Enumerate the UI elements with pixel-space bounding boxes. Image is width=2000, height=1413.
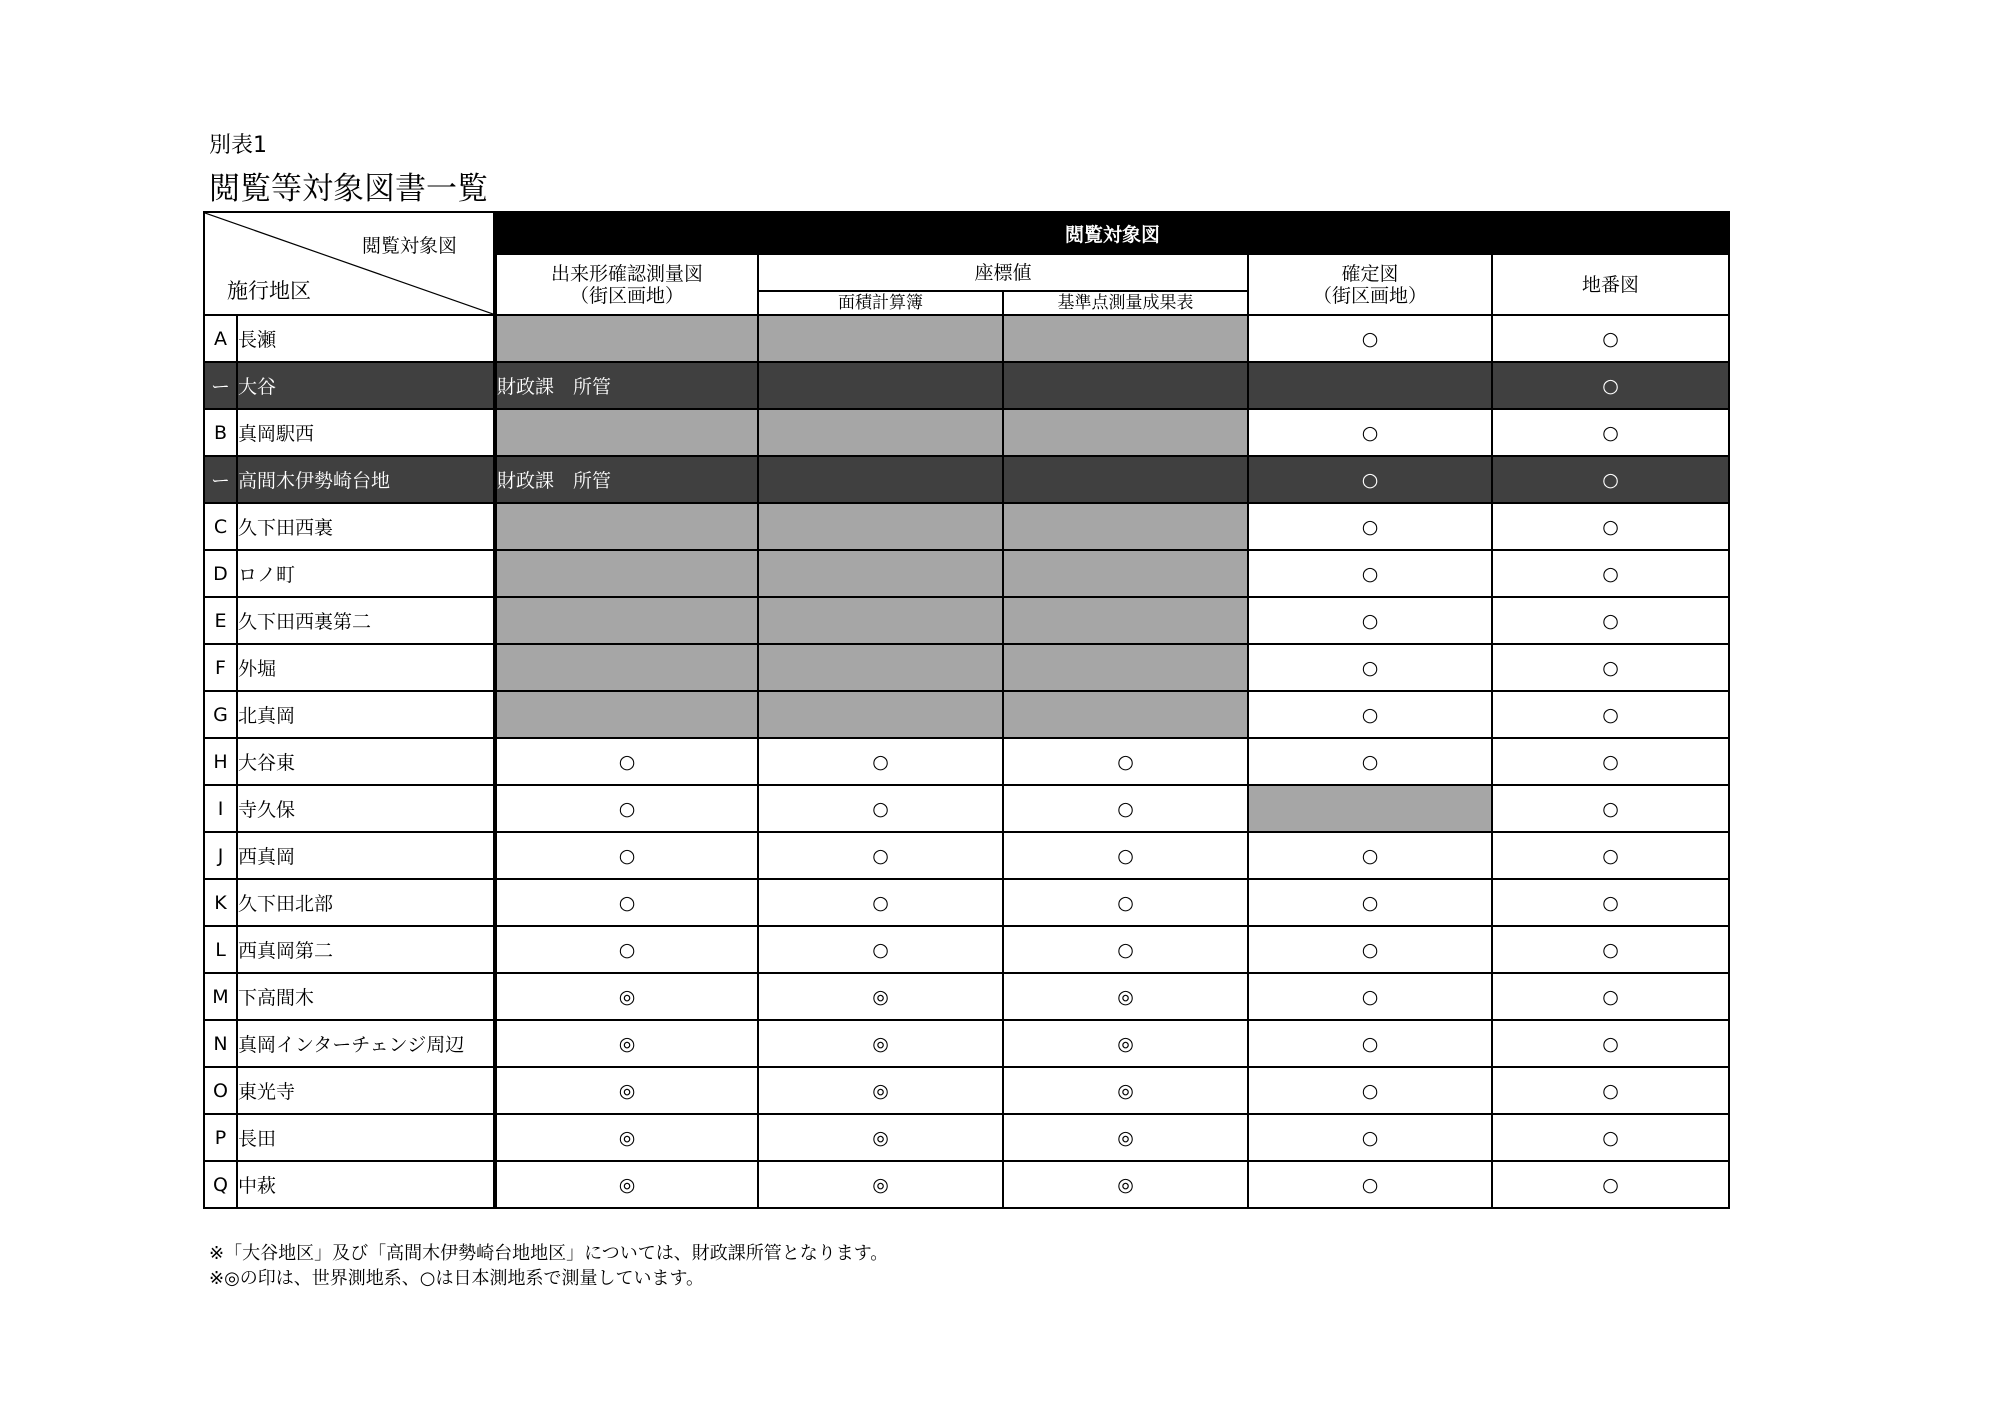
- district-name-cell: 大谷: [237, 362, 495, 409]
- footnotes: [209, 1241, 888, 1291]
- district-code-cell: M: [204, 973, 237, 1020]
- lot-map-cell: ○: [1492, 691, 1729, 738]
- area-calc-cell: ○: [758, 738, 1003, 785]
- table-row: [204, 1114, 1729, 1161]
- control-points-cell: ◎: [1003, 1020, 1248, 1067]
- confirmed-map-cell: ○: [1248, 691, 1492, 738]
- completion-survey-cell: ○: [495, 832, 758, 879]
- area-calc-cell: ◎: [758, 1067, 1003, 1114]
- control-points-cell: ○: [1003, 785, 1248, 832]
- district-code-cell: L: [204, 926, 237, 973]
- control-points-cell: [1003, 456, 1248, 503]
- district-name-cell: 久下田西裏第二: [237, 597, 495, 644]
- control-points-cell: ○: [1003, 832, 1248, 879]
- control-points-cell: [1003, 691, 1248, 738]
- table-row: [204, 785, 1729, 832]
- district-name-cell: 久下田北部: [237, 879, 495, 926]
- completion-survey-cell: [495, 550, 758, 597]
- district-name-cell: 東光寺: [237, 1067, 495, 1114]
- district-name-cell: 大谷東: [237, 738, 495, 785]
- lot-map-cell: ○: [1492, 644, 1729, 691]
- confirmed-map-cell: ○: [1248, 644, 1492, 691]
- district-name-cell: 外堀: [237, 644, 495, 691]
- completion-survey-cell: ◎: [495, 1020, 758, 1067]
- lot-map-cell: ○: [1492, 456, 1729, 503]
- confirmed-map-cell: ○: [1248, 879, 1492, 926]
- district-name-cell: 真岡駅西: [237, 409, 495, 456]
- document-title: 閲覧等対象図書一覧: [209, 171, 488, 207]
- table-row: [204, 1020, 1729, 1067]
- table-row: [204, 926, 1729, 973]
- area-calc-cell: [758, 550, 1003, 597]
- area-calc-cell: ○: [758, 879, 1003, 926]
- corner-header-cell: [204, 212, 495, 315]
- lot-map-cell: ○: [1492, 315, 1729, 362]
- area-calc-cell: [758, 644, 1003, 691]
- table-row: [204, 409, 1729, 456]
- table-row: [204, 738, 1729, 785]
- lot-map-cell: ○: [1492, 1020, 1729, 1067]
- completion-survey-cell: ◎: [495, 1161, 758, 1208]
- area-calc-cell: [758, 691, 1003, 738]
- district-code-cell: K: [204, 879, 237, 926]
- district-code-cell: B: [204, 409, 237, 456]
- completion-survey-cell: ◎: [495, 1067, 758, 1114]
- col-header-completion-survey: 出来形確認測量図 （街区画地）: [495, 254, 758, 315]
- table-row: [204, 1067, 1729, 1114]
- table-row: [204, 550, 1729, 597]
- completion-survey-cell: [495, 503, 758, 550]
- table-row: [204, 315, 1729, 362]
- area-calc-cell: [758, 409, 1003, 456]
- table-row: [204, 973, 1729, 1020]
- completion-survey-cell: ○: [495, 926, 758, 973]
- district-code-cell: ー: [204, 456, 237, 503]
- district-name-cell: 寺久保: [237, 785, 495, 832]
- lot-map-cell: ○: [1492, 362, 1729, 409]
- completion-survey-cell: [495, 644, 758, 691]
- col-header-confirmed-map: 確定図 （街区画地）: [1248, 254, 1492, 315]
- district-code-cell: J: [204, 832, 237, 879]
- confirmed-map-cell: ○: [1248, 1114, 1492, 1161]
- completion-survey-cell: [495, 597, 758, 644]
- confirmed-map-cell: [1248, 362, 1492, 409]
- confirmed-map-cell: ○: [1248, 456, 1492, 503]
- area-calc-cell: [758, 503, 1003, 550]
- district-name-cell: 高間木伊勢崎台地: [237, 456, 495, 503]
- lot-map-cell: ○: [1492, 597, 1729, 644]
- control-points-cell: [1003, 315, 1248, 362]
- completion-survey-cell: [495, 691, 758, 738]
- col-header-lot-map: 地番図: [1492, 254, 1729, 315]
- completion-survey-cell: ○: [495, 785, 758, 832]
- district-code-cell: ー: [204, 362, 237, 409]
- col-header-coordinates: 座標値: [758, 254, 1248, 291]
- district-code-cell: P: [204, 1114, 237, 1161]
- lot-map-cell: ○: [1492, 738, 1729, 785]
- district-name-cell: 中萩: [237, 1161, 495, 1208]
- control-points-cell: ○: [1003, 926, 1248, 973]
- corner-label-target: 閲覧対象図: [361, 235, 457, 257]
- lot-map-cell: ○: [1492, 409, 1729, 456]
- district-name-cell: 西真岡第二: [237, 926, 495, 973]
- lot-map-cell: ○: [1492, 879, 1729, 926]
- control-points-cell: [1003, 597, 1248, 644]
- district-code-cell: N: [204, 1020, 237, 1067]
- table-row: [204, 832, 1729, 879]
- lot-map-cell: ○: [1492, 550, 1729, 597]
- district-code-cell: F: [204, 644, 237, 691]
- district-code-cell: D: [204, 550, 237, 597]
- area-calc-cell: ◎: [758, 1020, 1003, 1067]
- col-header-control-points: 基準点測量成果表: [1003, 291, 1248, 315]
- district-name-cell: 北真岡: [237, 691, 495, 738]
- lot-map-cell: ○: [1492, 1161, 1729, 1208]
- area-calc-cell: ○: [758, 785, 1003, 832]
- table-row: [204, 456, 1729, 503]
- district-name-cell: 久下田西裏: [237, 503, 495, 550]
- table-row: [204, 597, 1729, 644]
- table-row: [204, 644, 1729, 691]
- table-row: [204, 691, 1729, 738]
- district-name-cell: ロノ町: [237, 550, 495, 597]
- area-calc-cell: ◎: [758, 973, 1003, 1020]
- confirmed-map-cell: ○: [1248, 738, 1492, 785]
- table-row: [204, 1161, 1729, 1208]
- control-points-cell: [1003, 644, 1248, 691]
- confirmed-map-cell: ○: [1248, 597, 1492, 644]
- lot-map-cell: ○: [1492, 832, 1729, 879]
- confirmed-map-cell: ○: [1248, 503, 1492, 550]
- district-code-cell: Q: [204, 1161, 237, 1208]
- completion-survey-cell: ○: [495, 879, 758, 926]
- lot-map-cell: ○: [1492, 1067, 1729, 1114]
- district-code-cell: E: [204, 597, 237, 644]
- lot-map-cell: ○: [1492, 1114, 1729, 1161]
- area-calc-cell: ○: [758, 926, 1003, 973]
- area-calc-cell: [758, 362, 1003, 409]
- table-row: [204, 503, 1729, 550]
- col-header-area-calc: 面積計算簿: [758, 291, 1003, 315]
- confirmed-map-cell: ○: [1248, 1020, 1492, 1067]
- completion-survey-cell: ◎: [495, 1114, 758, 1161]
- completion-survey-cell: 財政課 所管: [495, 362, 758, 409]
- area-calc-cell: [758, 597, 1003, 644]
- group-header-cell: 閲覧対象図: [495, 212, 1729, 254]
- confirmed-map-cell: ○: [1248, 1067, 1492, 1114]
- completion-survey-cell: ○: [495, 738, 758, 785]
- district-name-cell: 西真岡: [237, 832, 495, 879]
- area-calc-cell: ◎: [758, 1114, 1003, 1161]
- district-name-cell: 下高間木: [237, 973, 495, 1020]
- district-code-cell: G: [204, 691, 237, 738]
- table-row: [204, 879, 1729, 926]
- confirmed-map-cell: ○: [1248, 550, 1492, 597]
- district-name-cell: 長田: [237, 1114, 495, 1161]
- drawing-list-table: [203, 211, 1730, 1209]
- control-points-cell: ◎: [1003, 973, 1248, 1020]
- confirmed-map-cell: ○: [1248, 409, 1492, 456]
- lot-map-cell: ○: [1492, 926, 1729, 973]
- header-row-1: [204, 212, 1729, 254]
- confirmed-map-cell: ○: [1248, 973, 1492, 1020]
- confirmed-map-cell: [1248, 785, 1492, 832]
- completion-survey-cell: 財政課 所管: [495, 456, 758, 503]
- district-code-cell: H: [204, 738, 237, 785]
- control-points-cell: ○: [1003, 879, 1248, 926]
- confirmed-map-cell: ○: [1248, 832, 1492, 879]
- confirmed-map-cell: ○: [1248, 1161, 1492, 1208]
- completion-survey-cell: [495, 409, 758, 456]
- area-calc-cell: [758, 315, 1003, 362]
- completion-survey-cell: [495, 315, 758, 362]
- control-points-cell: [1003, 503, 1248, 550]
- confirmed-map-cell: ○: [1248, 315, 1492, 362]
- control-points-cell: [1003, 362, 1248, 409]
- control-points-cell: ◎: [1003, 1067, 1248, 1114]
- district-name-cell: 真岡インターチェンジ周辺: [237, 1020, 495, 1067]
- lot-map-cell: ○: [1492, 973, 1729, 1020]
- control-points-cell: [1003, 409, 1248, 456]
- district-code-cell: C: [204, 503, 237, 550]
- area-calc-cell: ○: [758, 832, 1003, 879]
- confirmed-map-cell: ○: [1248, 926, 1492, 973]
- control-points-cell: ◎: [1003, 1114, 1248, 1161]
- control-points-cell: [1003, 550, 1248, 597]
- district-code-cell: O: [204, 1067, 237, 1114]
- control-points-cell: ○: [1003, 738, 1248, 785]
- lot-map-cell: ○: [1492, 785, 1729, 832]
- completion-survey-cell: ◎: [495, 973, 758, 1020]
- footnote: ※◎の印は、世界測地系、○は日本測地系で測量しています。: [209, 1268, 705, 1289]
- district-code-cell: A: [204, 315, 237, 362]
- control-points-cell: ◎: [1003, 1161, 1248, 1208]
- district-code-cell: I: [204, 785, 237, 832]
- appendix-label: 別表1: [209, 133, 267, 158]
- table-row: [204, 362, 1729, 409]
- corner-label-district: 施行地区: [227, 279, 311, 303]
- area-calc-cell: [758, 456, 1003, 503]
- lot-map-cell: ○: [1492, 503, 1729, 550]
- area-calc-cell: ◎: [758, 1161, 1003, 1208]
- district-name-cell: 長瀬: [237, 315, 495, 362]
- table-body: [204, 212, 1729, 1208]
- footnote: ※「大谷地区」及び「高間木伊勢崎台地地区」については、財政課所管となります。: [209, 1243, 889, 1264]
